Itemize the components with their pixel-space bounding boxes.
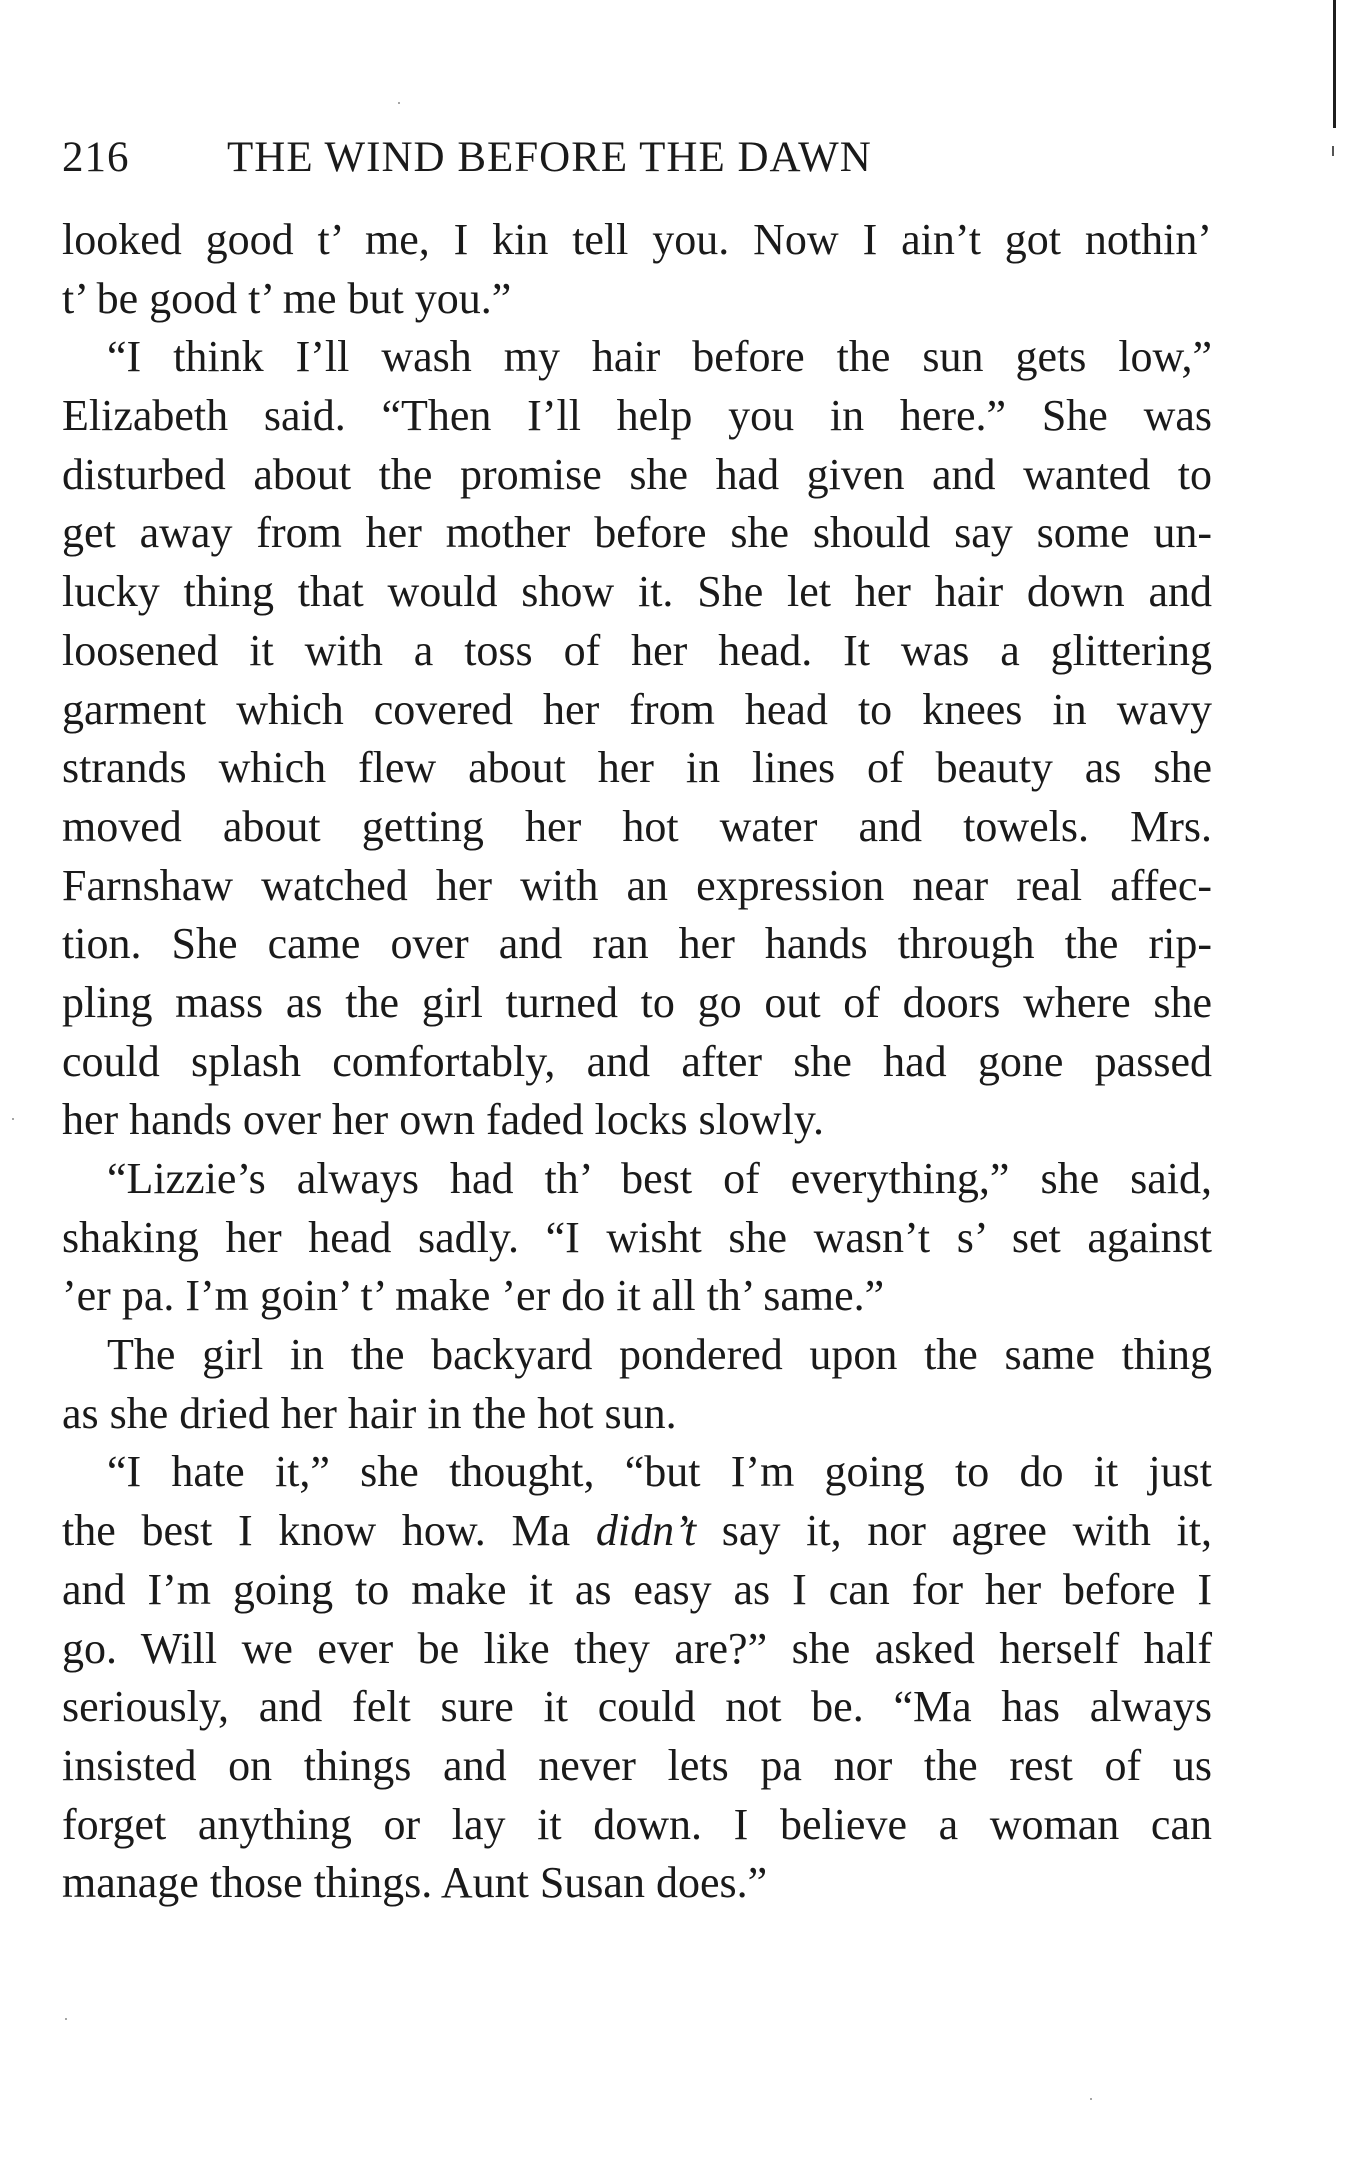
text-line: “I think I’ll wash my hair before the sun gets low,” [107,332,1212,382]
text-line: tion. She came over and ran her hands through the rip- [62,919,1212,969]
text-line: loosened it with a toss of her head. It was a glittering [62,625,1212,675]
scan-speck [398,102,400,104]
text-line: garment which covered her from head to knees in wavy [62,684,1212,734]
book-title: THE WIND BEFORE THE DAWN [227,134,872,181]
text-line: as she dried her hair in the hot sun. [62,1388,677,1438]
text-line: insisted on things and never lets pa nor the rest of us [62,1740,1212,1790]
text-line: and I’m going to make it as easy as I can for her before I [62,1564,1212,1614]
text-line: lucky thing that would show it. She let her hair down and [62,567,1212,617]
text-line: seriously, and felt sure it could not be. “Ma has always [62,1682,1212,1732]
running-head [62,128,1212,188]
text-segment: the best I know how. Ma [62,1506,596,1556]
text-line: looked good t’ me, I kin tell you. Now I ain’t got nothin’ [62,215,1212,264]
text-line: forget anything or lay it down. I believe a woman can [62,1799,1212,1849]
text-line: “Lizzie’s always had th’ best of everything,” she said, [107,1154,1212,1203]
text-line: “I hate it,” she thought, “but I’m going to do it just [107,1447,1212,1497]
text-line: disturbed about the promise she had given and wanted to [62,449,1212,499]
text-line: Elizabeth said. “Then I’ll help you in here.” She was [62,391,1212,441]
text-line: could splash comfortably, and after she had gone passed [62,1036,1212,1086]
text-line: moved about getting her hot water and towels. Mrs. [62,801,1212,851]
text-line: her hands over her own faded locks slowly. [62,1095,825,1145]
page-number: 216 [62,134,130,181]
scan-edge-mark [1333,0,1336,128]
text-line: manage those things. Aunt Susan does.” [62,1858,768,1908]
scan-speck [12,1118,14,1120]
text-line: t’ be good t’ me but you.” [62,273,512,323]
text-segment: say it, nor agree with it, [696,1506,1212,1556]
text-line: ’er pa. I’m goin’ t’ make ’er do it all th’ same.” [62,1271,885,1321]
emphasis-text: didn’t [595,1506,697,1556]
scan-speck [65,2018,67,2020]
scan-edge-mark-small [1332,146,1334,156]
text-line: Farnshaw watched her with an expression near real affec- [62,860,1212,910]
text-line: go. Will we ever be like they are?” she asked herself half [62,1623,1212,1673]
text-line: pling mass as the girl turned to go out of doors where she [62,977,1212,1027]
text-line: shaking her head sadly. “I wisht she wasn’t s’ set against [62,1212,1212,1262]
text-line: get away from her mother before she should say some un- [62,508,1212,558]
text-line: strands which flew about her in lines of beauty as she [62,743,1212,793]
text-line [62,1502,1212,1561]
body-text [62,211,1212,1913]
text-line: The girl in the backyard pondered upon the same thing [107,1330,1212,1380]
scan-speck [1090,2098,1092,2100]
